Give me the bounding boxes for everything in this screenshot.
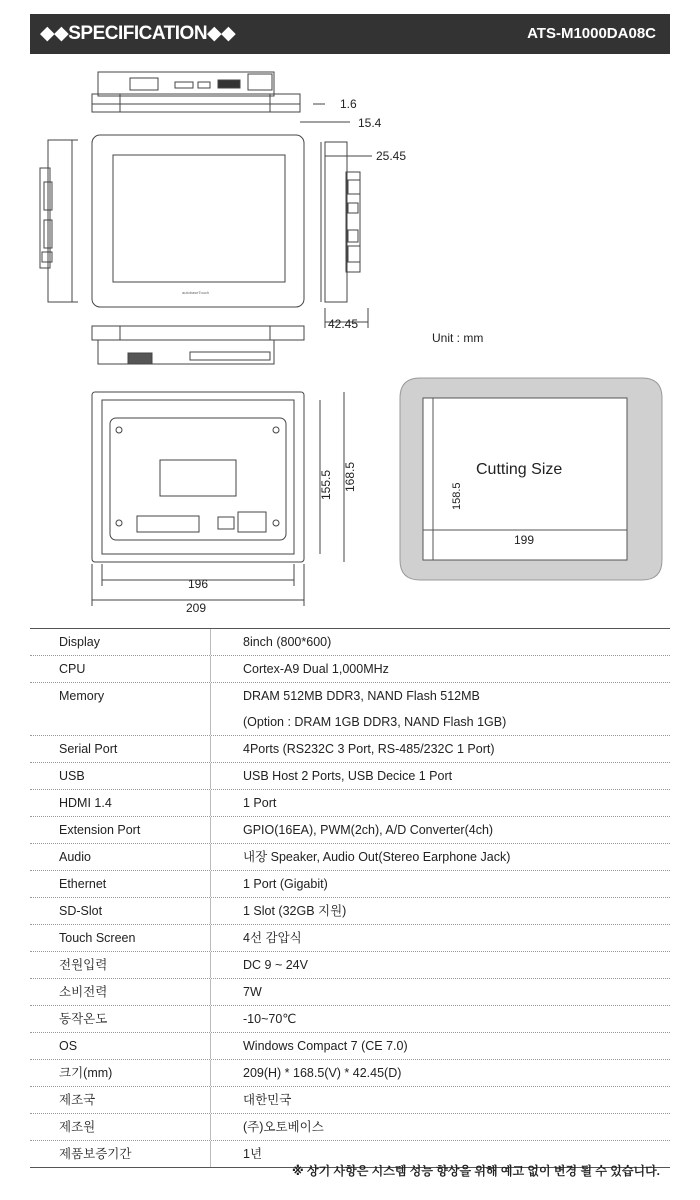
spec-key: USB — [59, 769, 85, 783]
spec-key: 제조원 — [59, 1120, 96, 1134]
spec-value: 1 Port (Gigabit) — [210, 871, 670, 897]
spec-row — [30, 1114, 670, 1141]
spec-row — [30, 817, 670, 844]
spec-value: Windows Compact 7 (CE 7.0) — [210, 1033, 670, 1059]
spec-row — [30, 952, 670, 979]
spec-key: OS — [59, 1039, 78, 1053]
spec-value: DC 9 ~ 24V — [210, 952, 670, 978]
spec-row — [30, 683, 670, 709]
spec-key: Memory — [59, 689, 105, 703]
spec-value: 1 Port — [210, 790, 670, 816]
spec-row — [30, 629, 670, 656]
spec-row — [30, 1033, 670, 1060]
spec-value: 8inch (800*600) — [210, 629, 670, 655]
spec-header — [30, 14, 670, 54]
spec-row — [30, 763, 670, 790]
spec-value: 209(H) * 168.5(V) * 42.45(D) — [210, 1060, 670, 1086]
dim-label-42-45: 42.45 — [328, 317, 359, 331]
spec-value: USB Host 2 Ports, USB Decice 1 Port — [210, 763, 670, 789]
dim-label-196: 196 — [188, 577, 209, 591]
spec-key: Touch Screen — [59, 931, 136, 945]
change-notice: ※ 상기 사항은 시스템 성능 향상을 위해 예고 없이 변경 될 수 있습니다. — [292, 1164, 660, 1178]
spec-row — [30, 736, 670, 763]
spec-value: -10~70℃ — [210, 1006, 670, 1032]
spec-row — [30, 1006, 670, 1033]
spec-key: 소비전력 — [59, 985, 108, 999]
spec-row — [30, 844, 670, 871]
spec-value: (주)오토베이스 — [210, 1114, 670, 1140]
spec-row — [30, 790, 670, 817]
spec-row — [30, 1087, 670, 1114]
dim-label-168-5: 168.5 — [343, 461, 357, 492]
spec-value: 내장 Speaker, Audio Out(Stereo Earphone Jack) — [210, 844, 670, 870]
spec-table — [30, 628, 670, 1168]
spec-key: 제품보증기간 — [59, 1147, 132, 1161]
dim-label-209: 209 — [186, 601, 207, 615]
dim-label-1-6: 1.6 — [340, 97, 357, 111]
spec-value: 7W — [210, 979, 670, 1005]
spec-key: 크기(mm) — [59, 1066, 113, 1080]
spec-row — [30, 925, 670, 952]
cutting-size-title: Cutting Size — [476, 461, 563, 478]
spec-value: 대한민국 — [210, 1087, 670, 1113]
spec-value: 1 Slot (32GB 지원) — [210, 898, 670, 924]
spec-row — [30, 898, 670, 925]
dim-label-25-45: 25.45 — [376, 149, 407, 163]
spec-key: 동작온도 — [59, 1012, 108, 1026]
rear-dimension-lines — [92, 392, 344, 606]
spec-value: Cortex-A9 Dual 1,000MHz — [210, 656, 670, 682]
front-view — [40, 135, 360, 307]
spec-key: Display — [59, 635, 100, 649]
spec-value: DRAM 512MB DDR3, NAND Flash 512MB — [210, 683, 670, 709]
spec-row — [30, 871, 670, 898]
spec-key: 전원입력 — [59, 958, 108, 972]
spec-key: 제조국 — [59, 1093, 96, 1107]
dim-label-155-5: 155.5 — [319, 469, 333, 500]
spec-row — [30, 1060, 670, 1087]
spec-value: GPIO(16EA), PWM(2ch), A/D Converter(4ch) — [210, 817, 670, 843]
spec-key: Serial Port — [59, 742, 118, 756]
spec-key: HDMI 1.4 — [59, 796, 112, 810]
cutting-size-diagram — [400, 378, 662, 580]
spec-title: ◆◆SPECIFICATION◆◆ — [40, 23, 236, 44]
model-number: ATS-M1000DA08C — [527, 25, 656, 42]
spec-key — [30, 709, 210, 735]
cut-height-label: 158.5 — [451, 482, 463, 510]
rear-view — [92, 392, 304, 562]
technical-drawing — [30, 60, 670, 620]
spec-row — [30, 709, 670, 736]
spec-key: Audio — [59, 850, 91, 864]
unit-label: Unit : mm — [432, 331, 484, 345]
spec-key: Extension Port — [59, 823, 141, 837]
dimension-lines-right — [300, 104, 372, 328]
spec-key: Ethernet — [59, 877, 107, 891]
dim-label-15-4: 15.4 — [358, 116, 382, 130]
spec-row — [30, 656, 670, 683]
cut-width-label: 199 — [514, 533, 535, 547]
spec-key: SD-Slot — [59, 904, 103, 918]
spec-value: 4Ports (RS232C 3 Port, RS-485/232C 1 Port) — [210, 736, 670, 762]
top-view — [92, 72, 300, 112]
front-brand-label: autobaseTouch — [182, 290, 210, 295]
spec-value: 1년 — [210, 1141, 670, 1167]
bottom-view — [92, 326, 304, 364]
spec-key: CPU — [59, 662, 86, 676]
spec-row — [30, 979, 670, 1006]
spec-value: (Option : DRAM 1GB DDR3, NAND Flash 1GB) — [210, 709, 670, 735]
spec-value: 4선 감압식 — [210, 925, 670, 951]
